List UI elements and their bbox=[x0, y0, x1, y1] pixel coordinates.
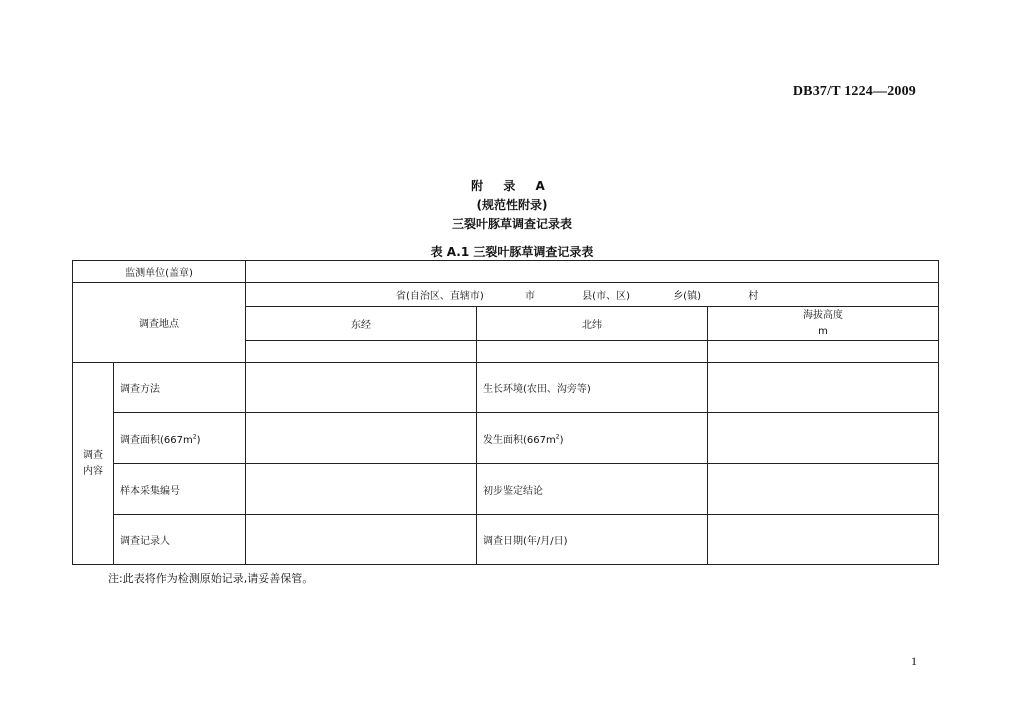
village-label: 村 bbox=[748, 291, 759, 302]
date-label: 调查日期(年/月/日) bbox=[477, 515, 708, 565]
location-label: 调查地点 bbox=[73, 283, 246, 363]
date-value-cell[interactable] bbox=[708, 515, 939, 565]
county-label: 县(市、区) bbox=[582, 291, 630, 302]
sample-value-cell[interactable] bbox=[246, 464, 477, 515]
table-row bbox=[73, 363, 939, 413]
occurrence-area-label: 发生面积$(667m^2)$ bbox=[477, 413, 708, 464]
standard-code: DB37/T 1224—2009 bbox=[792, 84, 916, 99]
monitor-unit-cell[interactable] bbox=[246, 261, 939, 283]
monitor-unit-label: 监测单位(盖章) bbox=[73, 261, 246, 283]
table-row bbox=[73, 413, 939, 464]
survey-area-label: 调查面积$(667m^2)$ bbox=[114, 413, 246, 464]
longitude-label: 东经 bbox=[246, 307, 477, 341]
appendix-title: 附 录 A bbox=[471, 179, 553, 193]
table-row bbox=[73, 261, 939, 283]
method-label: 调查方法 bbox=[114, 363, 246, 413]
table-caption: 表 A.1 三裂叶豚草调查记录表 bbox=[430, 245, 594, 259]
table-row bbox=[73, 515, 939, 565]
recorder-label: 调查记录人 bbox=[114, 515, 246, 565]
altitude-label-cell bbox=[708, 307, 939, 341]
latitude-label: 北纬 bbox=[477, 307, 708, 341]
altitude-value-cell[interactable] bbox=[708, 341, 939, 363]
content-label-line2: 内容 bbox=[83, 465, 103, 477]
town-label: 乡(镇) bbox=[673, 291, 701, 302]
survey-area-value-cell[interactable] bbox=[246, 413, 477, 464]
content-label-line1: 调查 bbox=[83, 449, 103, 461]
admin-line-cell[interactable] bbox=[246, 283, 939, 307]
conclusion-value-cell[interactable] bbox=[708, 464, 939, 515]
altitude-label: 海拔高度 bbox=[803, 309, 843, 321]
content-label bbox=[73, 363, 114, 565]
recorder-value-cell[interactable] bbox=[246, 515, 477, 565]
latitude-value-cell[interactable] bbox=[477, 341, 708, 363]
occurrence-area-value-cell[interactable] bbox=[708, 413, 939, 464]
city-label: 市 bbox=[525, 291, 535, 302]
table-row bbox=[73, 464, 939, 515]
sample-label: 样本采集编号 bbox=[114, 464, 246, 515]
altitude-unit: m bbox=[818, 325, 828, 337]
habitat-value-cell[interactable] bbox=[708, 363, 939, 413]
longitude-value-cell[interactable] bbox=[246, 341, 477, 363]
page-number: 1 bbox=[911, 654, 917, 668]
conclusion-label: 初步鉴定结论 bbox=[477, 464, 708, 515]
province-label: 省(自治区、直辖市) bbox=[396, 291, 484, 302]
method-value-cell[interactable] bbox=[246, 363, 477, 413]
habitat-label: 生长环境(农田、沟旁等) bbox=[477, 363, 708, 413]
table-note: 注:此表将作为检测原始记录,请妥善保管。 bbox=[108, 572, 314, 585]
table-row bbox=[73, 283, 939, 307]
survey-record-table bbox=[72, 260, 939, 565]
appendix-subtitle: (规范性附录) bbox=[476, 198, 548, 212]
appendix-name: 三裂叶豚草调查记录表 bbox=[451, 217, 572, 231]
